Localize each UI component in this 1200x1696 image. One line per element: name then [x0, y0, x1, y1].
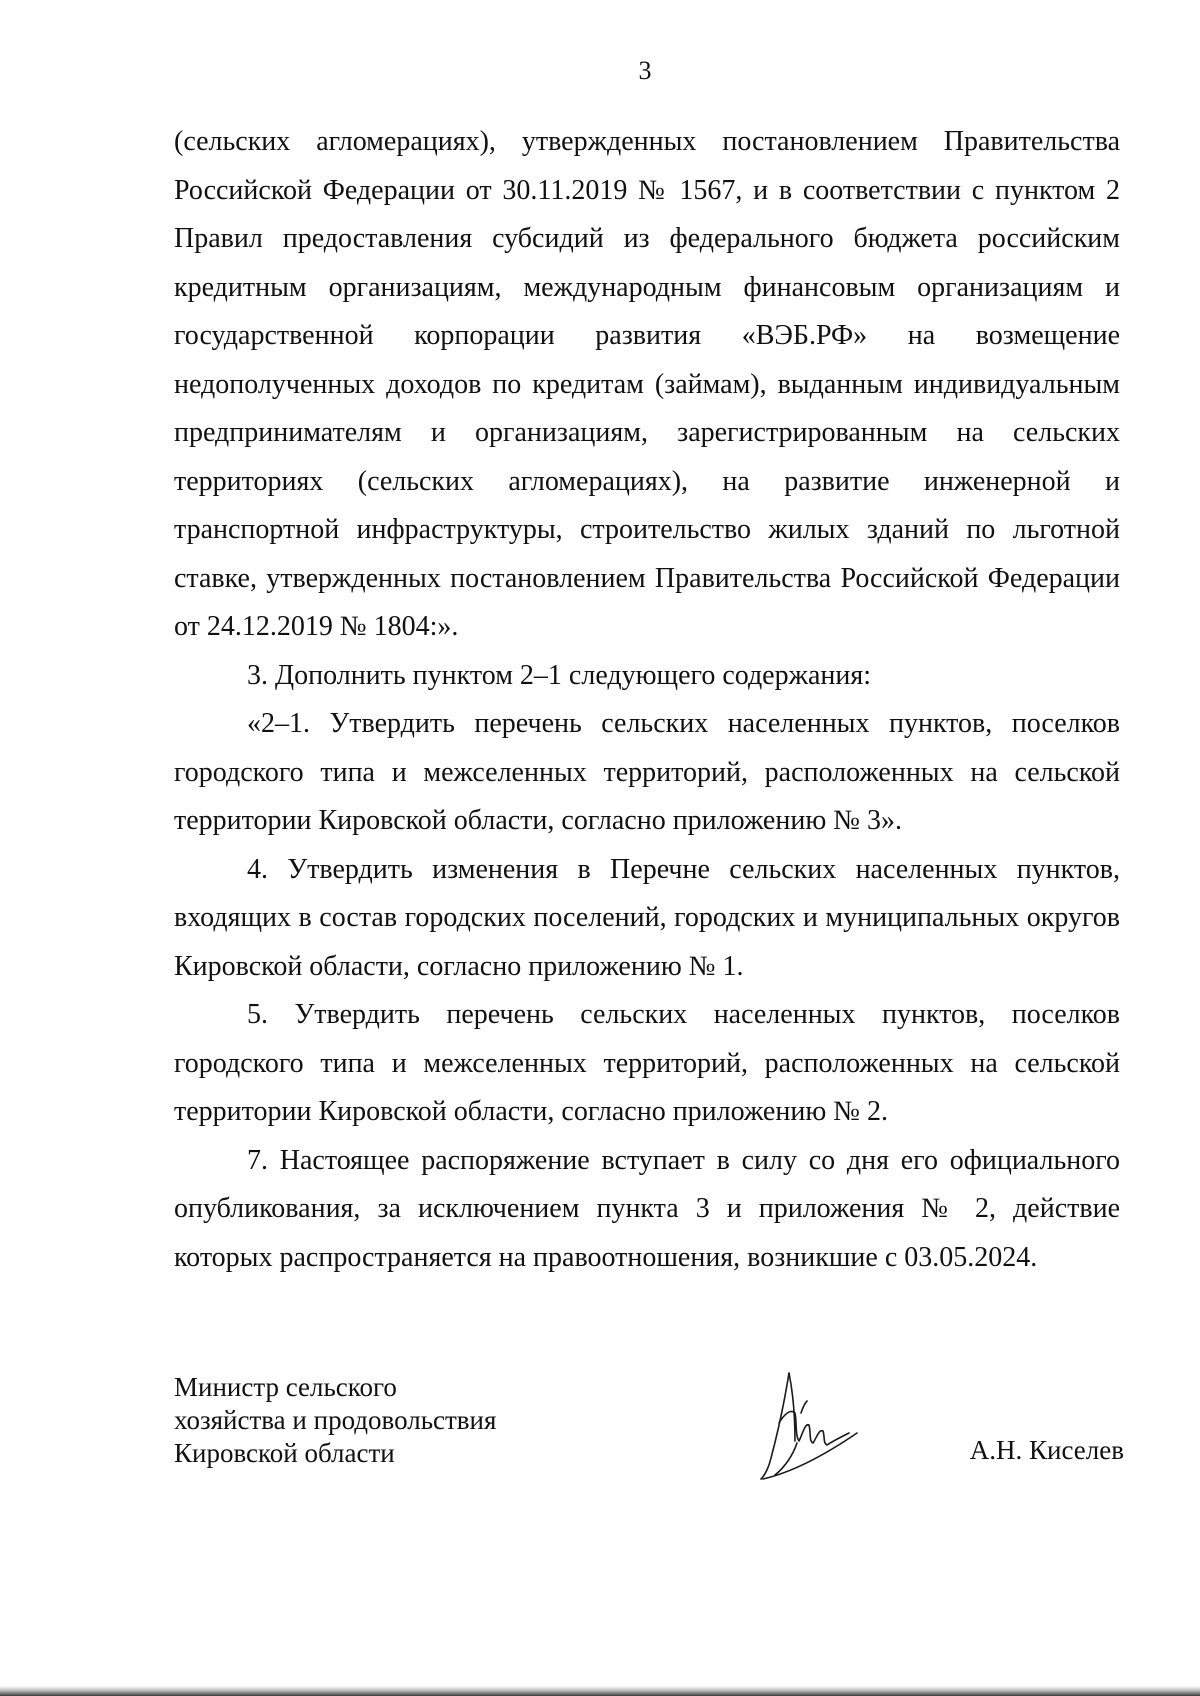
scan-edge-divider — [0, 1686, 1200, 1696]
page-number: 3 — [638, 56, 652, 85]
handwritten-signature — [749, 1363, 869, 1483]
signature-block — [174, 1371, 1124, 1521]
paragraph-item-4: 4. Утвердить изменения в Перечне сельских населенных пунктов, входящих в состав городских поселений, городских и муниципальных округов Кировской области, согласно приложению № 1. — [174, 853, 1120, 982]
signer-position — [174, 1371, 496, 1470]
signer-position-line: Министр сельского — [174, 1372, 397, 1402]
signer-position-line: хозяйства и продовольствия — [174, 1405, 497, 1435]
paragraph-continuation: (сельских агломерациях), утвержденных постановлением Правительства Российской Федерации от 30.11.2019 № 1567, и в соответствии с пунктом 2 Правил предоставления субсидий из федерального бюджета российским кредитным организациям, международным финансовым организациям и государственной корпорации развития «ВЭБ.РФ» на возмещение недополученных доходов по кредитам (займам), выданным индивидуальным предпринимателям и организациям, зарегистрированным на сельских территориях (сельских агломерациях), на развитие инженерной и транспортной инфраструктуры, строительство жилых зданий по льготной ставке, утвержденных постановлением Правительства Российской Федерации от 24.12.2019 № 1804:». — [174, 126, 1120, 642]
paragraph-item-7: 7. Настоящее распоряжение вступает в силу со дня его официального опубликования, за исключением пункта 3 и приложения № 2, действие которых распространяется на правоотношения, возникшие с 03.05.2024. — [174, 1144, 1120, 1273]
document-body — [174, 118, 1120, 1282]
signer-name: А.Н. Киселев — [969, 1435, 1124, 1465]
signer-position-line: Кировской области — [174, 1438, 395, 1468]
paragraph-item-5: 5. Утвердить перечень сельских населенных пунктов, поселков городского типа и межселенных территорий, расположенных на сельской территории Кировской области, согласно приложению № 2. — [174, 999, 1120, 1127]
paragraph-item-3: 3. Дополнить пунктом 2–1 следующего содержания: — [247, 659, 872, 691]
paragraph-item-2-1: «2–1. Утвердить перечень сельских населенных пунктов, поселков городского типа и межселенных территорий, расположенных на сельской территории Кировской области, согласно приложению № 3». — [174, 708, 1120, 836]
